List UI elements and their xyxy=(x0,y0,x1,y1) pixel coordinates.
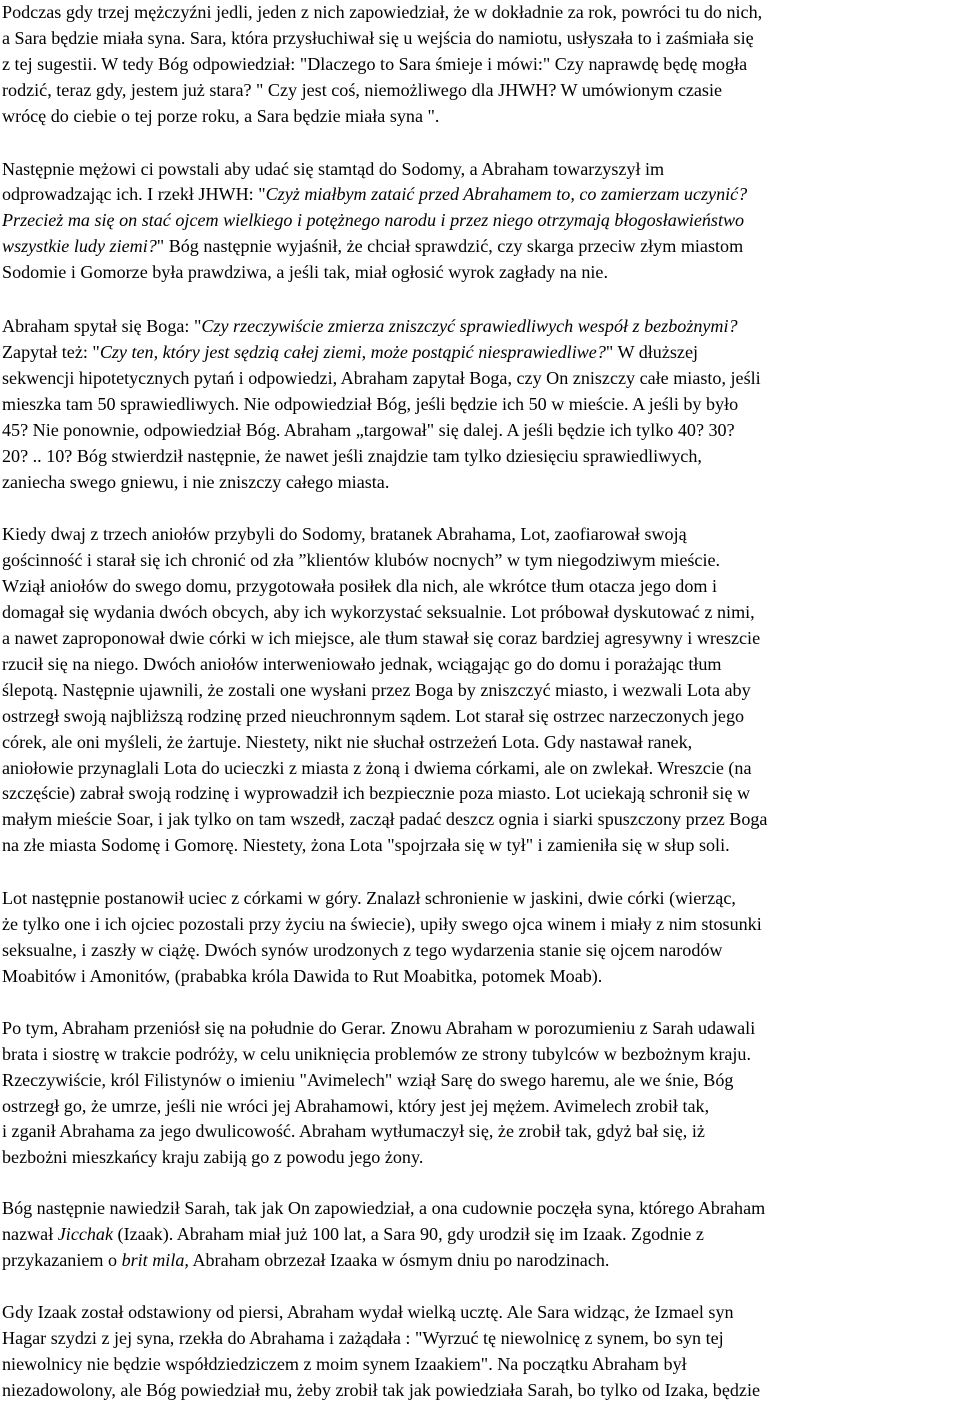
paragraph-gap xyxy=(2,130,954,157)
text-line xyxy=(2,340,954,366)
text-segment: sekwencji hipotetycznych pytań i odpowiedzi, Abraham zapytał Boga, czy On zniszczy całe miasto, jeśli xyxy=(2,367,761,388)
text-segment: ostrzegł go, że umrze, jeśli nie wróci jej Abrahamowi, który jest jej mężem. Avimelech zrobił tak, xyxy=(2,1095,710,1116)
text-line xyxy=(2,678,954,704)
paragraph-gap xyxy=(2,495,954,522)
text-line xyxy=(2,314,954,340)
paragraph-gap xyxy=(2,990,954,1016)
text-line xyxy=(2,1300,954,1326)
text-line xyxy=(2,1248,954,1274)
text-line xyxy=(2,392,954,418)
text-segment: Lot następnie postanowił uciec z córkami w góry. Znalazł schronienie w jaskini, dwie córki (wierząc, xyxy=(2,888,736,909)
text-segment: seksualne, i zaszły w ciążę. Dwóch synów urodzonych z tego wydarzenia stanie się ojcem narodów xyxy=(2,940,723,960)
text-segment: 20? .. 10? Bóg stwierdził następnie, że nawet jeśli znajdzie tam tylko dziesięciu sprawiedliwych, xyxy=(2,445,702,466)
text-segment: niewolnicy nie będzie współdziedziczem z moim synem Izaakiem". Na początku Abraham był xyxy=(2,1353,687,1374)
text-segment: niezadowolony, ale Bóg powiedział mu, żeby zrobił tak jak powiedziała Sarah, bo tylko od Izaka, będzie xyxy=(2,1379,761,1400)
text-segment: a Sara będzie miała syna. Sara, która przysłuchiwał się u wejścia do namiotu, usłyszała to i zaśmiała się xyxy=(2,27,754,48)
text-line xyxy=(2,1068,954,1094)
text-line xyxy=(2,912,954,938)
document-page xyxy=(2,0,954,1404)
text-line xyxy=(2,366,954,392)
text-line xyxy=(2,548,954,574)
text-segment: odprowadzając ich. I rzekł JHWH: " xyxy=(2,184,266,205)
text-segment: rodzić, teraz gdy, jestem już stara? " Czy jest coś, niemożliwego dla JHWH? W umówionym czasie xyxy=(2,79,723,100)
text-line xyxy=(2,1119,954,1145)
text-segment: nazwał xyxy=(2,1224,58,1245)
text-segment: Hagar szydzi z jej syna, rzekła do Abrahama i zażądała : "Wyrzuć tę niewolnicę z synem, bo syn tej xyxy=(2,1327,724,1348)
text-segment: Wziął aniołów do swego domu, przygotowała posiłek dla nich, ale wkrótce tłum otacza jego dom i xyxy=(2,576,718,597)
text-segment: Podczas gdy trzej mężczyźni jedli, jeden z nich zapowiedział, że w dokładnie za rok, powróci tu do nich, xyxy=(2,2,763,22)
italic-text: Czy ten, który jest sędzią całej ziemi, może postąpić niesprawiedliwe? xyxy=(99,341,606,362)
paragraph-gap xyxy=(2,1274,954,1300)
text-line xyxy=(2,26,954,52)
text-segment: Kiedy dwaj z trzech aniołów przybyli do Sodomy, bratanek Abrahama, Lot, zaofiarował swoją xyxy=(2,524,687,545)
text-segment: i zganił Abrahama za jego dwulicowość. Abraham wytłumaczył się, że zrobił tak, gdyż bał się, iż xyxy=(2,1121,705,1142)
text-line xyxy=(2,1352,954,1378)
text-segment: wrócę do ciebie o tej porze roku, a Sara będzie miała syna ". xyxy=(2,105,440,126)
text-line xyxy=(2,964,954,990)
text-line xyxy=(2,522,954,548)
text-segment: domagał się wydania dwóch obcych, aby ich wykorzystać seksualnie. Lot próbował dyskutować z nimi, xyxy=(2,602,755,623)
text-line xyxy=(2,1378,954,1404)
text-segment: że tylko one i ich ojciec pozostali przy życiu na świecie), upiły swego ojca winem i miały z nim stosunki xyxy=(2,914,762,935)
paragraph-gap xyxy=(2,859,954,886)
text-line xyxy=(2,182,954,208)
italic-text: brit mila, xyxy=(121,1250,189,1271)
text-segment: ostrzegł swoją najbliższą rodzinę przed nieuchronnym sądem. Lot starał się ostrzec narzeczonych jego xyxy=(2,705,745,726)
text-line xyxy=(2,807,954,833)
paragraph xyxy=(2,157,954,287)
text-segment: małym mieście Soar, i jak tylko on tam wszedł, zaczął padać deszcz ognia i siarki spuszczony przez Boga xyxy=(2,809,768,830)
text-line xyxy=(2,1145,954,1171)
text-line xyxy=(2,104,954,130)
text-segment: " W dłuższej xyxy=(605,341,699,362)
text-segment: brata i siostrę w trakcie podróży, w celu uniknięcia problemów ze strony tubylców w bezbożnym kraju. xyxy=(2,1043,751,1064)
text-line xyxy=(2,234,954,260)
text-line xyxy=(2,938,954,964)
text-segment: 45? Nie ponownie, odpowiedział Bóg. Abraham „targował" się dalej. A jeśli będzie ich tylko 40? 30? xyxy=(2,419,735,440)
paragraph xyxy=(2,1196,954,1274)
text-segment: Abraham obrzezał Izaaka w ósmym dniu po narodzinach. xyxy=(188,1250,610,1271)
text-segment: Bóg następnie nawiedził Sarah, tak jak On zapowiedział, a ona cudownie poczęła syna, którego Abraham xyxy=(2,1198,766,1219)
text-segment: rzucił się na niego. Dwóch aniołów interweniowało jednak, wciągając go do domu i porażając tłum xyxy=(2,653,722,674)
text-segment: gościnność i starał się ich chronić od zła ”klientów klubów nocnych” w tym niegodziwym mieście. xyxy=(2,550,721,571)
text-line xyxy=(2,1196,954,1222)
text-line xyxy=(2,704,954,730)
text-line xyxy=(2,833,954,859)
text-line xyxy=(2,756,954,782)
text-segment: aniołowie przynaglali Lota do ucieczki z miasta z żoną i dwiema córkami, ale on zwlekał. Wreszcie (na xyxy=(2,757,752,778)
paragraph-gap xyxy=(2,1171,954,1196)
text-line xyxy=(2,886,954,912)
italic-text: Jicchak xyxy=(57,1224,114,1245)
text-segment: Gdy Izaak został odstawiony od piersi, Abraham wydał wielką ucztę. Ale Sara widząc, że Izmael syn xyxy=(2,1301,734,1322)
text-line xyxy=(2,260,954,286)
text-segment: (Izaak). Abraham miał już 100 lat, a Sara 90, gdy urodził się im Izaak. Zgodnie z xyxy=(113,1224,704,1245)
text-line xyxy=(2,781,954,807)
text-segment: Następnie mężowi ci powstali aby udać się stamtąd do Sodomy, a Abraham towarzyszył im xyxy=(2,158,665,179)
text-line xyxy=(2,1016,954,1042)
text-segment: a nawet zaproponował dwie córki w ich miejsce, ale tłum stawał się coraz bardziej agresywny i wreszcie xyxy=(2,628,761,649)
italic-text: Przecież ma się on stać ojcem wielkiego i potężnego narodu i przez niego otrzymają błogosławieństwo xyxy=(2,210,745,231)
italic-text: wszystkie ludy ziemi? xyxy=(2,236,157,257)
text-segment: Moabitów i Amonitów, (prababka króla Dawida to Rut Moabitka, potomek Moab). xyxy=(2,965,603,986)
italic-text: Czyż miałbym zataić przed Abrahamem to, co zamierzam uczynić? xyxy=(265,184,748,205)
text-line xyxy=(2,626,954,652)
text-line xyxy=(2,1222,954,1248)
text-segment: Sodomie i Gomorze była prawdziwa, a jeśli tak, miał ogłosić wyrok zagłady na nie. xyxy=(2,262,608,283)
paragraph xyxy=(2,314,954,495)
text-line xyxy=(2,1094,954,1120)
text-segment: przykazaniem o xyxy=(2,1250,122,1271)
text-line xyxy=(2,444,954,470)
text-line xyxy=(2,1326,954,1352)
paragraph xyxy=(2,0,954,130)
paragraph xyxy=(2,1300,954,1404)
text-line xyxy=(2,418,954,444)
text-segment: córek, ale oni myśleli, że żartuje. Niestety, nikt nie słuchał ostrzeżeń Lota. Gdy nastawał ranek, xyxy=(2,731,693,752)
text-line xyxy=(2,78,954,104)
text-segment: Rzeczywiście, król Filistynów o imieniu "Avimelech" wziął Sarę do swego haremu, ale we śnie, Bóg xyxy=(2,1069,734,1090)
text-segment: zaniecha swego gniewu, i nie zniszczy całego miasta. xyxy=(2,471,390,492)
paragraph xyxy=(2,1016,954,1171)
paragraph xyxy=(2,522,954,859)
text-segment: bezbożni mieszkańcy kraju zabiją go z powodu jego żony. xyxy=(2,1147,424,1168)
text-segment: Zapytał też: " xyxy=(2,341,100,362)
text-line xyxy=(2,730,954,756)
text-segment: ślepotą. Następnie ujawnili, że zostali one wysłani przez Boga by zniszczyć miasto, i wezwali Lota aby xyxy=(2,679,751,700)
text-line xyxy=(2,1042,954,1068)
text-segment: szczęście) zabrał swoją rodzinę i wyprowadził ich bezpiecznie poza miasto. Lot uciekają schronił się w xyxy=(2,783,751,804)
italic-text: Czy rzeczywiście zmierza zniszczyć sprawiedliwych wespół z bezbożnymi? xyxy=(201,316,738,337)
text-line xyxy=(2,208,954,234)
text-line xyxy=(2,652,954,678)
text-line xyxy=(2,52,954,78)
text-line xyxy=(2,157,954,183)
text-segment: mieszka tam 50 sprawiedliwych. Nie odpowiedział Bóg, jeśli będzie ich 50 w mieście. A jeśli by było xyxy=(2,393,739,414)
paragraph xyxy=(2,886,954,990)
text-segment: Abraham spytał się Boga: " xyxy=(2,316,202,337)
text-segment: " Bóg następnie wyjaśnił, że chciał sprawdzić, czy skarga przeciw złym miastom xyxy=(156,236,744,257)
text-line xyxy=(2,574,954,600)
text-segment: Po tym, Abraham przeniósł się na południe do Gerar. Znowu Abraham w porozumieniu z Sarah udawali xyxy=(2,1017,756,1038)
text-segment: na złe miasta Sodomę i Gomorę. Niestety, żona Lota "spojrzała się w tył" i zamieniła się w słup soli. xyxy=(2,835,730,856)
text-segment: z tej sugestii. W tedy Bóg odpowiedział: "Dlaczego to Sara śmieje i mówi:" Czy naprawdę będę mogła xyxy=(2,53,748,74)
text-line xyxy=(2,600,954,626)
text-line xyxy=(2,470,954,496)
paragraph-gap xyxy=(2,286,954,314)
text-line xyxy=(2,0,954,26)
